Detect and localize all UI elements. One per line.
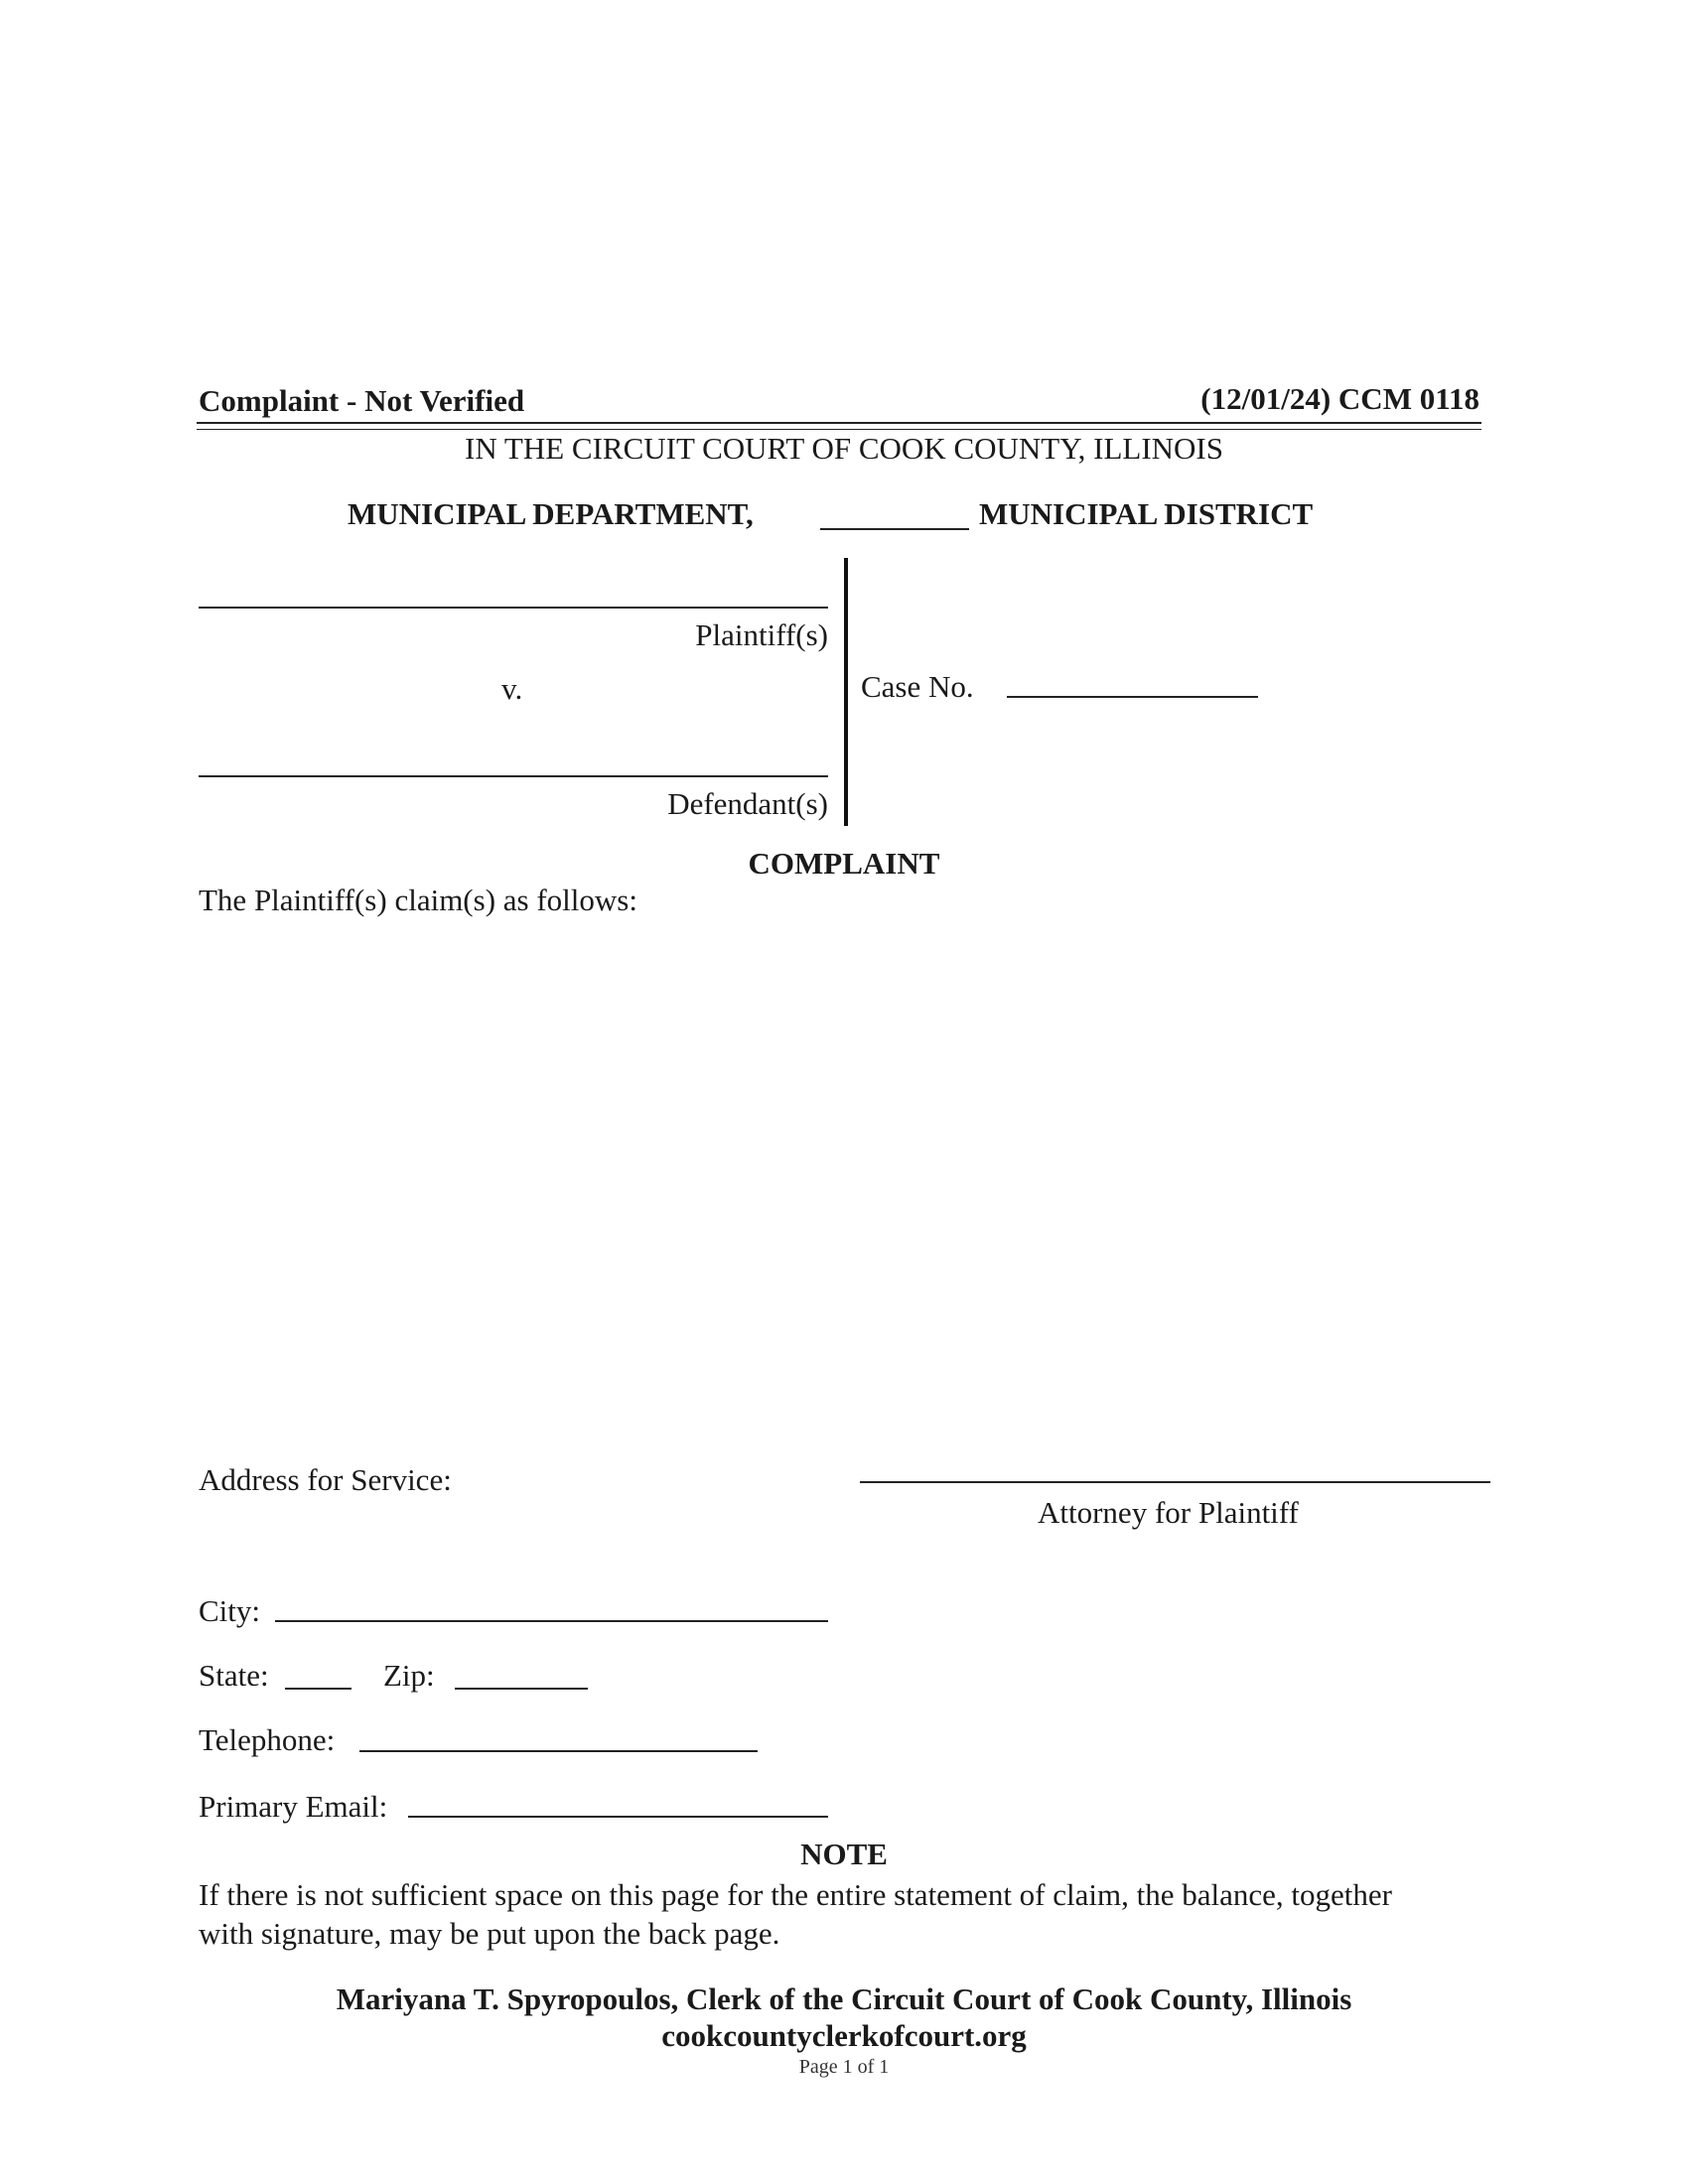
case-no-label: Case No. bbox=[861, 669, 974, 704]
form-code: (12/01/24) CCM 0118 bbox=[1200, 381, 1479, 416]
note-text-line-1: If there is not sufficient space on this page for the entire statement of claim, the balance, together bbox=[199, 1877, 1392, 1912]
telephone-field[interactable] bbox=[359, 1750, 758, 1752]
complaint-heading: COMPLAINT bbox=[748, 846, 940, 881]
court-title: IN THE CIRCUIT COURT OF COOK COUNTY, ILLINOIS bbox=[465, 431, 1223, 466]
city-field[interactable] bbox=[275, 1620, 828, 1622]
address-for-service-label: Address for Service: bbox=[199, 1462, 452, 1497]
state-field[interactable] bbox=[285, 1688, 352, 1690]
caption-divider bbox=[844, 558, 848, 826]
district-number-field[interactable] bbox=[820, 528, 969, 530]
zip-field[interactable] bbox=[455, 1688, 588, 1690]
district-label: MUNICIPAL DISTRICT bbox=[979, 496, 1314, 531]
department-label: MUNICIPAL DEPARTMENT, bbox=[348, 496, 754, 531]
note-heading: NOTE bbox=[800, 1837, 888, 1871]
complaint-intro: The Plaintiff(s) claim(s) as follows: bbox=[199, 883, 637, 917]
defendant-name-field[interactable] bbox=[199, 775, 828, 777]
telephone-label: Telephone: bbox=[199, 1722, 336, 1757]
attorney-label: Attorney for Plaintiff bbox=[1038, 1495, 1299, 1530]
attorney-signature-field[interactable] bbox=[860, 1481, 1490, 1483]
plaintiff-label: Plaintiff(s) bbox=[695, 617, 828, 652]
clerk-website: cookcountyclerkofcourt.org bbox=[661, 2018, 1027, 2053]
versus-label: v. bbox=[501, 671, 523, 706]
header-rule-bottom bbox=[197, 429, 1481, 430]
email-label: Primary Email: bbox=[199, 1789, 388, 1824]
zip-label: Zip: bbox=[383, 1658, 435, 1693]
header-rule-top bbox=[197, 422, 1481, 424]
page-number: Page 1 of 1 bbox=[798, 2056, 890, 2078]
clerk-name: Mariyana T. Spyropoulos, Clerk of the Circuit Court of Cook County, Illinois bbox=[336, 1981, 1352, 2016]
email-field[interactable] bbox=[408, 1816, 828, 1818]
plaintiff-name-field[interactable] bbox=[199, 607, 828, 609]
city-label: City: bbox=[199, 1593, 261, 1628]
case-number-field[interactable] bbox=[1007, 696, 1258, 698]
claim-statement-area[interactable] bbox=[199, 933, 1481, 1449]
state-label: State: bbox=[199, 1658, 269, 1693]
note-text-line-2: with signature, may be put upon the back page. bbox=[199, 1916, 780, 1951]
defendant-label: Defendant(s) bbox=[667, 786, 828, 821]
form-title: Complaint - Not Verified bbox=[199, 383, 525, 418]
